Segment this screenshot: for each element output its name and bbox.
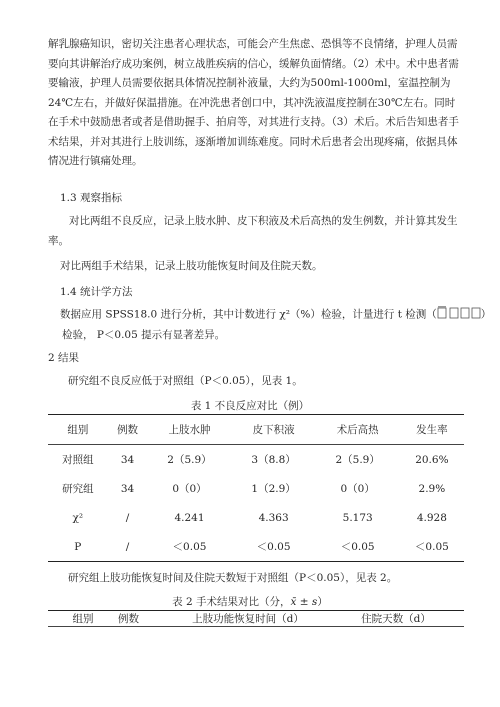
table-header-cell: 皮下积液 [232,415,316,445]
table-cell: 2（5.9） [167,454,212,466]
table-cell: 4.928 [416,511,447,524]
table-cell: 1（2.9） [251,483,296,495]
heading-2-results: 2 结果 [48,352,80,364]
heading-1-4: 1.4 统计学方法 [60,286,133,298]
paragraph-surgery-results: 对比两组手术结果，记录上肢功能恢复时间及住院天数。 [60,260,323,272]
statistics-text: 数据应用 SPSS18.0 进行分析，其中计数进行 χ²（%）检验，计量进行 t 检测（ [60,308,437,321]
table-header-cell: 上肢水肿 [147,415,231,445]
table-cell: 2（5.9） [335,454,380,466]
table-header-row [48,415,464,445]
table-header-cell: 例数 [108,415,148,445]
table-cell: 20.6% [415,453,449,466]
table-cell: χ² [72,511,84,524]
table-1-caption: 表 1 不良反应对比（例） [190,400,310,412]
table-cell: ＜0.05 [172,541,207,553]
table-row [48,474,464,503]
table-cell: 研究组 [62,483,94,495]
table-header-cell: 例数 [118,611,168,627]
table-cell: 4.363 [258,511,289,524]
table-header-row [48,611,464,627]
table-2-caption [0,594,500,609]
formula-image-placeholder [437,306,481,323]
table-row [48,503,464,532]
paragraph-observation: 对比两组不良反应，记录上肢水肿、皮下积液及术后高热的发生例数，并计算其发生率。 [48,215,458,247]
table-cell: 对照组 [62,454,94,466]
paragraph-result-1: 研究组不良反应低于对照组（P＜0.05），见表 1。 [68,375,303,387]
table-2-caption-close: ） [317,596,328,608]
table-row [48,532,464,562]
table-cell: 34 [120,453,135,466]
table-cell: ＜0.05 [414,541,449,553]
table-1 [48,414,464,562]
table-header-cell: 住院天数（d） [328,611,464,627]
table-cell: 0（0） [172,483,207,495]
table-cell: 0（0） [340,483,375,495]
table-cell: P [74,540,82,553]
table-header-cell: 术后高热 [316,415,400,445]
paragraph-result-2: 研究组上肢功能恢复时间及住院天数短于对照组（P＜0.05），见表 2。 [68,572,398,584]
table-cell: / [125,540,130,553]
table-2 [48,610,464,627]
table-cell: 2.9% [418,482,446,495]
table-header-cell: 上肢功能恢复时间（d） [168,611,328,627]
table-row [48,445,464,475]
table-cell: ＜0.05 [256,541,291,553]
statistics-close: ） [480,308,492,321]
table-header-cell: 组别 [48,611,118,627]
table-cell: 5.173 [342,511,373,524]
table-header-cell: 组别 [48,415,108,445]
heading-1-3: 1.3 观察指标 [60,192,123,204]
table-cell: 34 [120,482,135,495]
table-cell: ＜0.05 [340,541,375,553]
table-cell: / [125,511,130,524]
table-cell: 4.241 [174,511,205,524]
paragraph-statistics-line2: 检验， P＜0.05 提示有显著差异。 [62,329,226,341]
paragraph-nursing-measures: 解乳腺癌知识，密切关注患者心理状态，可能会产生焦虑、恐惧等不良情绪，护理人员需要向其讲解治疗成功案例，树立战胜疾病的信心，缓解负面情绪。（2）术中。术中患者需要输液，护理人员需要依据具体情况控制补液量，大约为500ml-1000ml，室温控制为24℃左右，并做好保温措施。在冲洗患者创口中，其冲洗液温度控制在30℃左右。同时在手术中鼓励患者或者是借助握手、拍肩等，对其进行支持。（3）术后。术后告知患者手术结果，并对其进行上肢训练，逐渐增加训练难度。同时术后患者会出现疼痛，依据具体情况进行镇痛处理。 [48,38,459,167]
table-header-cell: 发生率 [400,415,464,445]
table-2-caption-text: 表 2 手术结果对比（分， [172,596,291,608]
mean-sd-symbol: x̄ ± s [290,596,318,608]
paragraph-statistics [60,306,491,323]
table-cell: 3（8.8） [251,454,296,466]
